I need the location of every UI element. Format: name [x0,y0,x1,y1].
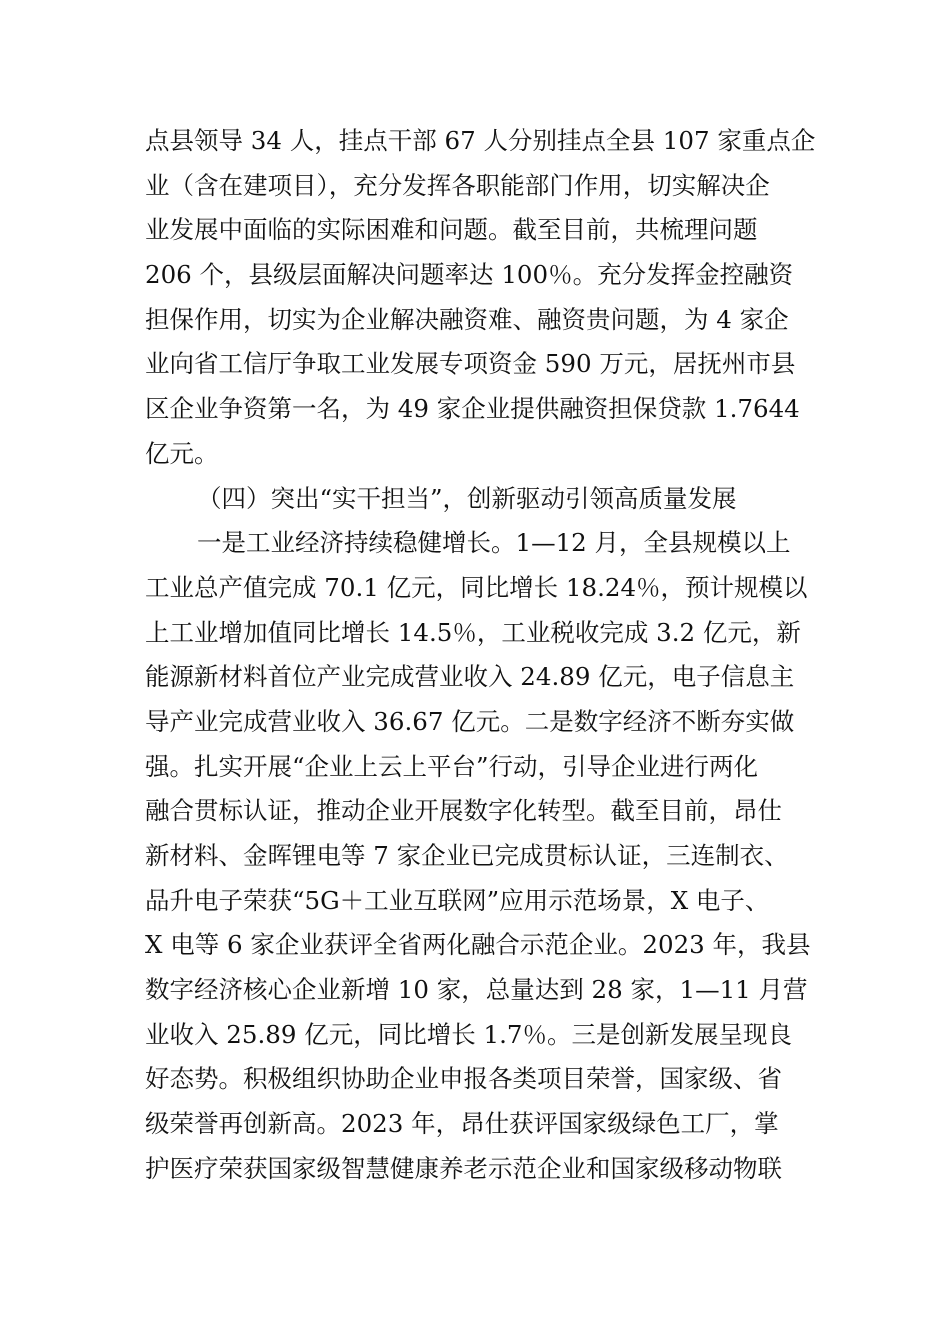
section-heading: （四）突出“实干担当”，创新驱动引领高质量发展 [197,483,737,513]
text-line: 亿元。 [145,438,219,468]
text-line: 上工业增加值同比增长 14.5％，工业税收完成 3.2 亿元，新 [145,617,801,647]
text-line: 业发展中面临的实际困难和问题。截至目前，共梳理问题 [145,215,758,245]
text-line: 担保作用，切实为企业解决融资难、融资贵问题，为 4 家企 [145,304,789,334]
text-line: 强。扎实开展“企业上云上平台”行动，引导企业进行两化 [145,751,759,781]
body-text [145,119,825,1192]
text-line: 融合贯标认证，推动企业开展数字化转型。截至目前，昂仕 [145,796,782,826]
text-line: 点县领导 34 人，挂点干部 67 人分别挂点全县 107 家重点企 [145,126,816,155]
text-line: 品升电子荣获“5G＋工业互联网”应用示范场景，X 电子、 [145,885,770,915]
text-line: 能源新材料首位产业完成营业收入 24.89 亿元，电子信息主 [145,662,795,692]
paragraph-first-line: 一是工业经济持续稳健增长。1—12 月，全县规模以上 [197,528,791,558]
text-line: 业（含在建项目），充分发挥各职能部门作用，切实解决企 [145,170,770,200]
text-line: 工业总产值完成 70.1 亿元，同比增长 18.24％，预计规模以 [145,572,808,602]
text-line: 级荣誉再创新高。2023 年，昂仕获评国家级绿色工厂，掌 [145,1109,779,1139]
text-line: 好态势。积极组织协助企业申报各类项目荣誉，国家级、省 [145,1064,782,1094]
text-line: 新材料、金晖锂电等 7 家企业已完成贯标认证，三连制衣、 [145,841,789,870]
text-line: 业收入 25.89 亿元，同比增长 1.7％。三是创新发展呈现良 [145,1019,792,1049]
text-line: 数字经济核心企业新增 10 家，总量达到 28 家，1—11 月营 [145,975,808,1005]
text-line: 206 个，县级层面解决问题率达 100％。充分发挥金控融资 [145,260,794,290]
text-line: 护医疗荣获国家级智慧健康养老示范企业和国家级移动物联 [145,1153,782,1183]
text-line: X 电等 6 家企业获评全省两化融合示范企业。2023 年，我县 [145,930,811,960]
text-line: 业向省工信厅争取工业发展专项资金 590 万元，居抚州市县 [145,349,796,379]
text-line: 区企业争资第一名，为 49 家企业提供融资担保贷款 1.7644 [145,394,800,424]
text-line: 导产业完成营业收入 36.67 亿元。二是数字经济不断夯实做 [145,706,795,736]
